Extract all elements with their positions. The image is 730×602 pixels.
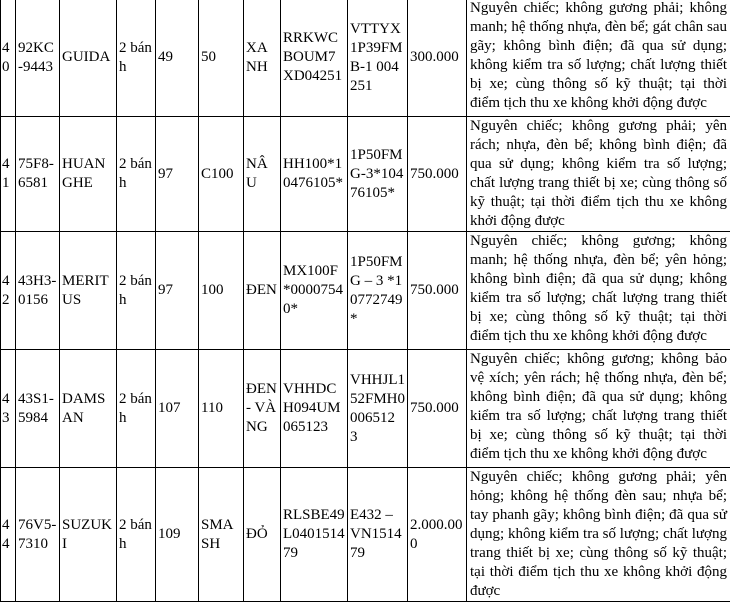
plate-cell: 76V5-7310 — [16, 468, 60, 602]
row-number-cell: 42 — [1, 232, 16, 350]
plate-cell: 92KC-9443 — [16, 0, 60, 117]
engine-number-cell: 1P50FMG – 3 *10772749* — [348, 232, 408, 350]
plate-cell: 43S1-5984 — [16, 350, 60, 468]
model-cell: SMASH — [199, 468, 244, 602]
description-cell: Nguyên chiếc; không gương phải; yên rách; nhựa, đèn bể; không bình điện; đã qua sử dụng; không kiểm tra số lượng; chất lượng trang thiết bị xe; cùng thông số kỹ thuật; tại thời điểm tịch thu xe không khởi động được — [467, 117, 730, 232]
price-cell: 750.000 — [408, 117, 467, 232]
brand-cell: MERITUS — [60, 232, 117, 350]
description-cell: Nguyên chiếc; không gương; không manh; hệ thống nhựa, đèn bể; yên hỏng; không bình điện; đã qua sử dụng; không kiểm tra số lượng; chất lượng trang thiết bị xe; cùng thông số kỹ thuật; tại thời điểm tịch thu xe không khởi động được — [467, 232, 730, 350]
frame-number-cell: RRKWCBOUM7XD04251 — [281, 0, 348, 117]
year-cell: 49 — [156, 0, 199, 117]
row-number-cell: 40 — [1, 0, 16, 117]
color-cell: NÂU — [244, 117, 281, 232]
engine-number-cell: VHHJL152FMH0006512 3 — [348, 350, 408, 468]
frame-number-cell: MX100F*00007540* — [281, 232, 348, 350]
plate-cell: 75F8-6581 — [16, 117, 60, 232]
engine-number-cell: VTTYX1P39FMB-1 004251 — [348, 0, 408, 117]
model-cell: 50 — [199, 0, 244, 117]
row-number-cell: 43 — [1, 350, 16, 468]
vehicle-type-cell: 2 bánh — [117, 0, 156, 117]
year-cell: 109 — [156, 468, 199, 602]
year-cell: 97 — [156, 232, 199, 350]
engine-number-cell: E432 – VN151479 — [348, 468, 408, 602]
brand-cell: HUANGHE — [60, 117, 117, 232]
engine-number-cell: 1P50FMG-3*10476105* — [348, 117, 408, 232]
description-cell: Nguyên chiếc; không gương phải; không manh; hệ thống nhựa, đèn bể; gát chân sau gãy; không bình điện; đã qua sử dụng; không kiểm tra số lượng; chất lượng thiết bị xe; cùng thông số kỹ thuật; tại thời điểm tịch thu xe không khởi động được — [467, 0, 730, 117]
frame-number-cell: VHHDCH094UM065123 — [281, 350, 348, 468]
frame-number-cell: HH100*10476105* — [281, 117, 348, 232]
price-cell: 750.000 — [408, 350, 467, 468]
model-cell: 110 — [199, 350, 244, 468]
vehicle-type-cell: 2 bánh — [117, 468, 156, 602]
model-cell: 100 — [199, 232, 244, 350]
brand-cell: DAMSAN — [60, 350, 117, 468]
vehicle-type-cell: 2 bánh — [117, 117, 156, 232]
model-cell: C100 — [199, 117, 244, 232]
brand-cell: SUZUKI — [60, 468, 117, 602]
description-cell: Nguyên chiếc; không gương phải; yên hỏng; không hệ thống đèn sau; nhựa bể; tay phanh gãy; không bình điện; đã qua sử dụng; không kiểm tra số lượng; chất lượng trang thiết bị xe; cùng thông số kỹ thuật; tại thời điểm tịch thu xe không khởi động được — [467, 468, 730, 602]
price-cell: 300.000 — [408, 0, 467, 117]
vehicle-type-cell: 2 bánh — [117, 350, 156, 468]
table-row — [1, 117, 730, 232]
row-number-cell: 44 — [1, 468, 16, 602]
color-cell: XANH — [244, 0, 281, 117]
color-cell: ĐEN — [244, 232, 281, 350]
brand-cell: GUIDA — [60, 0, 117, 117]
table-row — [1, 468, 730, 602]
frame-number-cell: RLSBE49L040151479 — [281, 468, 348, 602]
color-cell: ĐỎ — [244, 468, 281, 602]
description-cell: Nguyên chiếc; không gương; không bảo vệ xích; yên rách; hệ thống nhựa, đèn bể; không bình điện; đã qua sử dụng; không kiểm tra số lượng; chất lượng trang thiết bị xe; cùng thông số kỹ thuật; tại thời điểm tịch thu xe không khởi động được — [467, 350, 730, 468]
price-cell: 750.000 — [408, 232, 467, 350]
vehicle-type-cell: 2 bánh — [117, 232, 156, 350]
row-number-cell: 41 — [1, 117, 16, 232]
year-cell: 97 — [156, 117, 199, 232]
table-row — [1, 232, 730, 350]
price-cell: 2.000.000 — [408, 468, 467, 602]
table-row — [1, 0, 730, 117]
year-cell: 107 — [156, 350, 199, 468]
plate-cell: 43H3-0156 — [16, 232, 60, 350]
table-row — [1, 350, 730, 468]
color-cell: ĐEN - VÀNG — [244, 350, 281, 468]
